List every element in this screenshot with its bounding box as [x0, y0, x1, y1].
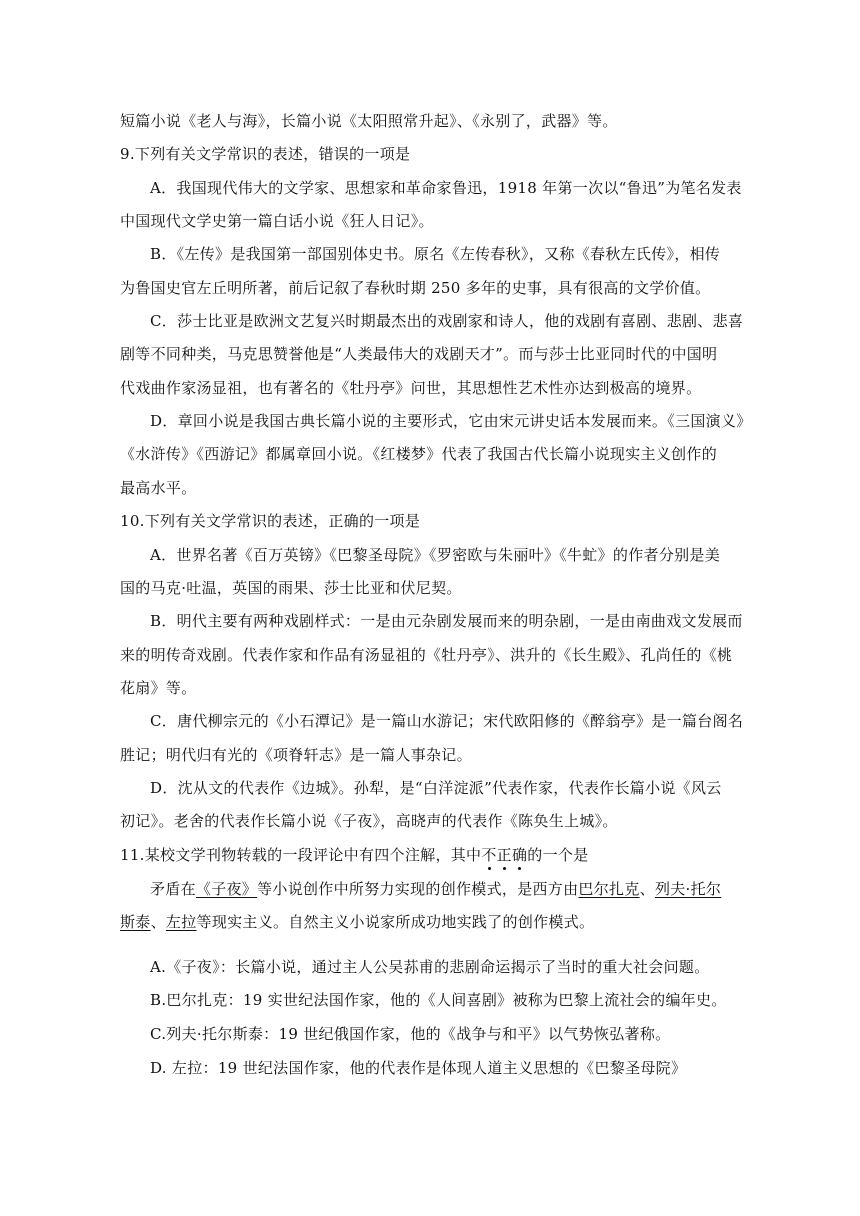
- text-line: 花扇》等。: [120, 679, 197, 697]
- q11-passage-line: 矛盾在《子夜》等小说创作中所努力实现的创作模式，是西方由巴尔扎克、列夫·托尔: [150, 880, 722, 898]
- text-line: 剧等不同种类，马克思赞誉他是“人类最伟大的戏剧天才”。而与莎士比亚同时代的中国明: [120, 345, 718, 363]
- q10-option-c: C．唐代柳宗元的《小石潭记》是一篇山水游记；宋代欧阳修的《醉翁亭》是一篇台阁名: [150, 712, 744, 730]
- emphasis-dot-char: 正: [496, 846, 512, 864]
- q11-option-a: A.《子夜》：长篇小说，通过主人公吴荪甫的悲剧命运揭示了当时的重大社会问题。: [150, 958, 710, 976]
- q11-option-d: D. 左拉：19 世纪法国作家，他的代表作是体现人道主义思想的《巴黎圣母院》: [150, 1059, 687, 1077]
- text-line: 为鲁国史官左丘明所著，前后记叙了春秋时期 250 多年的史事，具有很高的文学价值。: [120, 279, 711, 297]
- q10-option-a: A．世界名著《百万英镑》《巴黎圣母院》《罗密欧与朱丽叶》《牛虻》的作者分别是美: [150, 546, 721, 564]
- q9-option-a: A．我国现代伟大的文学家、思想家和革命家鲁迅，1918 年第一次以“鲁迅”为笔名发表: [150, 179, 742, 197]
- text-line: 《水浒传》《西游记》都属章回小说。《红楼梦》代表了我国古代长篇小说现实主义创作的: [120, 445, 718, 463]
- text-line: 短篇小说《老人与海》，长篇小说《太阳照常升起》、《永别了，武器》等。: [120, 112, 618, 130]
- text-line: 胜记；明代归有光的《项脊轩志》是一篇人事杂记。: [120, 746, 472, 764]
- text-line: 来的明传奇戏剧。代表作家和作品有汤显祖的《牡丹亭》、洪升的《长生殿》、孔尚任的《桃: [120, 646, 733, 664]
- question-10-stem: 10.下列有关文学常识的表述，正确的一项是: [120, 512, 421, 530]
- underlined-term-ziye: 《子夜》: [195, 880, 258, 898]
- underlined-term-zola: 左拉: [165, 913, 197, 931]
- q9-option-d: D．章回小说是我国古典长篇小说的主要形式，它由宋元讲史话本发展而来。《三国演义》: [150, 412, 752, 430]
- text-line: 初记》。老舍的代表作长篇小说《子夜》，高晓声的代表作《陈奂生上城》。: [120, 812, 618, 830]
- q9-option-c: C．莎士比亚是欧洲文艺复兴时期最杰出的戏剧家和诗人，他的戏剧有喜剧、悲剧、悲喜: [150, 312, 744, 330]
- underlined-term-balzac: 巴尔扎克: [578, 880, 640, 898]
- question-9-stem: 9.下列有关文学常识的表述，错误的一项是: [120, 145, 411, 163]
- q10-option-d: D．沈从文的代表作《边城》。孙犁，是“白洋淀派”代表作家，代表作长篇小说《风云: [150, 779, 722, 797]
- q9-option-b: B．《左传》是我国第一部国别体史书。原名《左传春秋》，又称《春秋左氏传》，相传: [150, 245, 721, 263]
- q10-option-b: B．明代主要有两种戏剧样式：一是由元杂剧发展而来的明杂剧，一是由南曲戏文发展而: [150, 612, 743, 630]
- q11-passage-line: 斯泰、左拉等现实主义。自然主义小说家所成功地实践了的创作模式。: [120, 913, 595, 931]
- text-line: 代戏曲作家汤显祖，也有著名的《牡丹亭》问世，其思想性艺术性亦达到极高的境界。: [120, 379, 702, 397]
- emphasis-dot-char: 不: [481, 846, 497, 864]
- text-line: 最高水平。: [120, 479, 197, 497]
- underlined-term-tolstoy: 斯泰: [120, 913, 151, 931]
- q11-option-c: C.列夫·托尔斯泰：19 世纪俄国作家，他的《战争与和平》以气势恢弘著称。: [150, 1025, 671, 1043]
- q11-option-b: B.巴尔扎克：19 实世纪法国作家，他的《人间喜剧》被称为巴黎上流社会的编年史。: [150, 991, 727, 1009]
- question-11-stem: 11.某校文学刊物转载的一段评论中有四个注解，其中不正确的一个是: [120, 846, 589, 864]
- underlined-term-tolstoy: 列夫·托尔: [654, 880, 722, 898]
- emphasis-dot-char: 确: [511, 846, 528, 864]
- text-line: 国的马克·吐温，英国的雨果、莎士比亚和伏尼契。: [120, 579, 462, 597]
- text-line: 中国现代文学史第一篇白话小说《狂人日记》。: [120, 212, 434, 230]
